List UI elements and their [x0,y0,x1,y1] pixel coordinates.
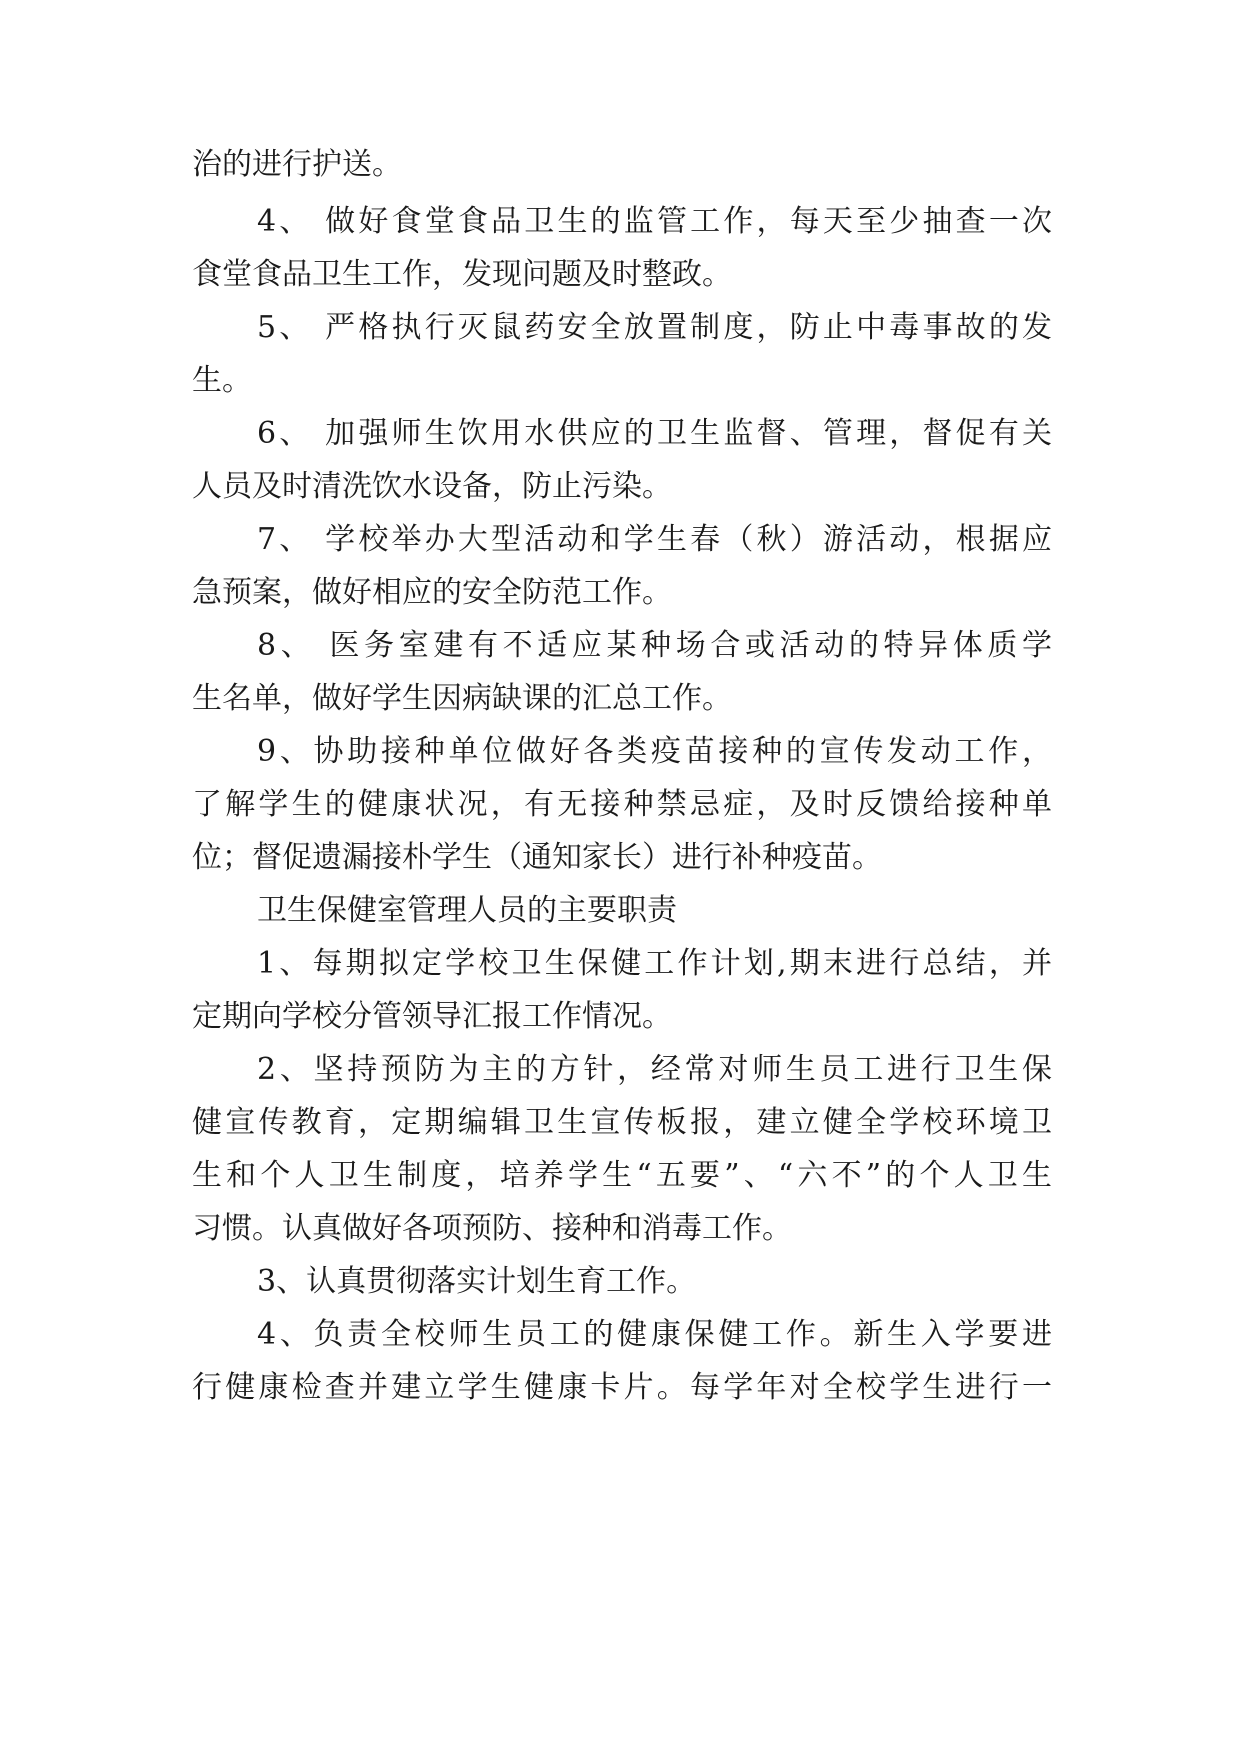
text-line: 位；督促遗漏接朴学生（通知家长）进行补种疫苗。 [192,840,882,875]
text-line: 6、 加强师生饮用水供应的卫生监督、管理，督促有关 [257,416,1052,451]
text-line: 健宣传教育，定期编辑卫生宣传板报，建立健全学校环境卫 [192,1105,1052,1140]
text-line: 治的进行护送。 [192,147,402,182]
text-line: 了解学生的健康状况，有无接种禁忌症，及时反馈给接种单 [192,787,1052,822]
text-line: 9、协助接种单位做好各类疫苗接种的宣传发动工作， [257,734,1052,769]
text-line: 定期向学校分管领导汇报工作情况。 [192,999,672,1034]
text-line: 8、 医务室建有不适应某种场合或活动的特异体质学 [257,628,1052,663]
text-line: 4、负责全校师生员工的健康保健工作。新生入学要进 [257,1317,1052,1352]
text-line: 生名单，做好学生因病缺课的汇总工作。 [192,681,732,716]
text-line: 7、 学校举办大型活动和学生春（秋）游活动，根据应 [257,522,1052,557]
text-line: 人员及时清洗饮水设备，防止污染。 [192,469,672,504]
section-heading: 卫生保健室管理人员的主要职责 [257,893,677,928]
text-line: 1、每期拟定学校卫生保健工作计划,期末进行总结，并 [257,946,1052,981]
text-line: 食堂食品卫生工作，发现问题及时整政。 [192,257,732,292]
text-line: 5、 严格执行灭鼠药安全放置制度，防止中毒事故的发 [257,310,1052,345]
text-line: 生和个人卫生制度，培养学生“五要”、“六不”的个人卫生 [192,1158,1052,1193]
text-line: 行健康检查并建立学生健康卡片。每学年对全校学生进行一 [192,1370,1052,1405]
text-line: 4、 做好食堂食品卫生的监管工作，每天至少抽查一次 [257,204,1052,239]
text-line: 3、认真贯彻落实计划生育工作。 [257,1264,697,1299]
text-line: 2、坚持预防为主的方针，经常对师生员工进行卫生保 [257,1052,1052,1087]
text-line: 习惯。认真做好各项预防、接种和消毒工作。 [192,1211,792,1246]
text-line: 急预案，做好相应的安全防范工作。 [192,575,672,610]
text-line: 生。 [192,363,252,398]
